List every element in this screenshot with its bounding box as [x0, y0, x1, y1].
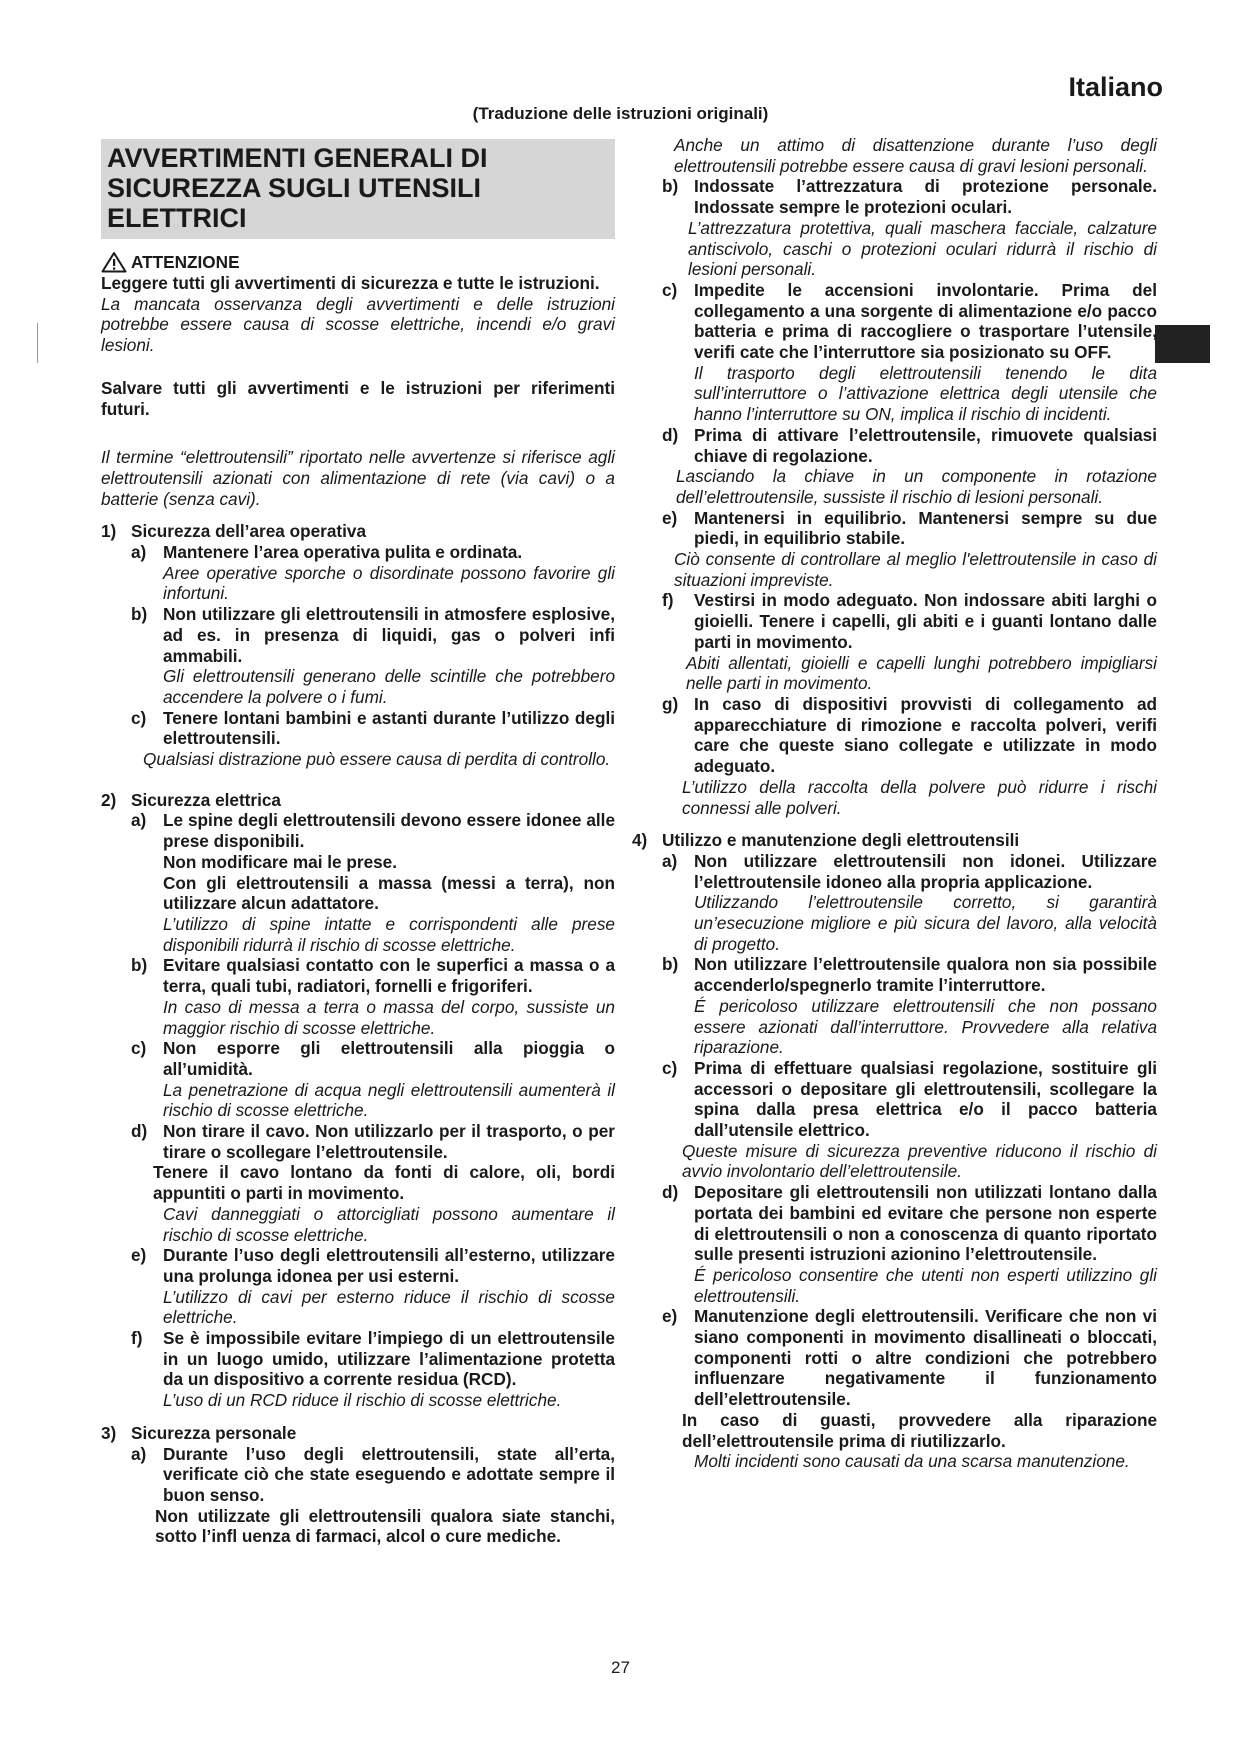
title-line-1: AVVERTIMENTI GENERALI DI	[107, 143, 488, 173]
margin-mark	[37, 323, 38, 363]
language-label: Italiano	[1068, 72, 1163, 102]
list-item: f) Vestirsi in modo adeguato. Non indossare abiti larghi o gioielli. Tenere i capelli, gli abiti e i guanti lontano dalle parti in movimento.	[662, 590, 1157, 652]
list-item: c) Impedite le accensioni involontarie. Prima del collegamento a una sorgente di alimentazione e/o pacco batteria e prima di raccogliere o trasportare l’utensile, verifi cate che l’interruttore sia posizionato su OFF. Il trasporto degli elettroutensili tenendo le dita sull’interruttore o l’attivazione elettrica degli utensile che hanno l’interruttore su ON, implica il rischio di incidenti.	[662, 279, 1157, 425]
left-column	[101, 139, 615, 1547]
term-definition-text: Il termine “elettroutensili” riportato nelle avvertenze si riferisce agli elettroutensili azionati con alimentazione di rete (via cavi) o a batterie (senza cavi).	[101, 447, 615, 509]
list-item: c) Tenere lontani bambini e astanti durante l’utilizzo degli elettroutensili.	[131, 707, 615, 749]
section-1-heading: 1) Sicurezza dell’area operativa	[101, 521, 367, 542]
section-2-heading: 2) Sicurezza elettrica	[101, 789, 281, 810]
section-title-box	[101, 139, 615, 239]
list-item-continuation: In caso di guasti, provvedere alla riparazione dell’elettroutensile prima di riutilizzarlo.	[682, 1409, 1157, 1451]
list-item: b) Evitare qualsiasi contatto con le superfici a massa o a terra, quali tubi, radiatori, fornelli e frigoriferi. In caso di messa a terra o massa del corpo, sussiste un maggior rischio di scosse elettriche.	[131, 955, 615, 1038]
list-item: d) Non tirare il cavo. Non utilizzarlo per il trasporto, o per tirare o scollegare l’elettroutensile.	[131, 1121, 615, 1162]
list-item-note: L’utilizzo della raccolta della polvere può ridurre i rischi connessi alle polveri.	[682, 776, 1157, 818]
list-item: a) Mantenere l’area operativa pulita e ordinata. Aree operative sporche o disordinate possono favorire gli infortuni.	[131, 542, 615, 604]
right-column	[632, 135, 1157, 1472]
list-item: b) Indossate l’attrezzatura di protezione personale. Indossate sempre le protezioni oculari.	[662, 176, 1157, 218]
list-item-note: Cavi danneggiati o attorcigliati possono aumentare il rischio di scosse elettriche.	[163, 1203, 615, 1245]
list-item-note: Molti incidenti sono causati da una scarsa manutenzione.	[694, 1451, 1130, 1472]
attention-heading	[101, 251, 615, 273]
attention-label: ATTENZIONE	[131, 251, 240, 272]
title-line-3: ELETTRICI	[107, 203, 247, 233]
list-item: c) Prima di effettuare qualsiasi regolazione, sostituire gli accessori o depositare gli elettroutensili, scollegare la spina dalla presa elettrica e/o il pacco batteria dall’utensile elettrico.	[662, 1057, 1157, 1141]
list-item-continuation: Tenere il cavo lontano da fonti di calore, oli, bordi appuntiti o parti in movimento.	[153, 1162, 615, 1204]
list-item: c) Non esporre gli elettroutensili alla pioggia o all’umidità. La penetrazione di acqua negli elettroutensili aumenterà il rischio di scosse elettriche.	[131, 1038, 615, 1121]
title-line-2: SICUREZZA SUGLI UTENSILI	[107, 173, 482, 203]
list-item: a) Non utilizzare elettroutensili non idonei. Utilizzare l’elettroutensile idoneo alla propria applicazione. Utilizzando l’elettroutensile corretto, si garantirà un’esecuzione migliore e più sicura del lavoro, alla velocità di progetto.	[662, 850, 1157, 954]
list-item: b) Non utilizzare gli elettroutensili in atmosfere esplosive, ad es. in presenza di liquidi, gas o polveri infi ammabili. Gli elettroutensili generano delle scintille che potrebbero accendere la polvere o i fumi.	[131, 604, 615, 707]
document-subtitle: (Traduzione delle istruzioni originali)	[472, 104, 769, 123]
list-item-continuation: Non utilizzate gli elettroutensili qualora siate stanchi, sotto l’infl uenza di farmaci, alcol o cure mediche.	[155, 1505, 615, 1547]
list-item: d) Prima di attivare l’elettroutensile, rimuovete qualsiasi chiave di regolazione.	[662, 424, 1157, 466]
list-item-note: Ciò consente di controllare al meglio l'elettroutensile in caso di situazioni impreviste.	[674, 549, 1157, 590]
list-item: a) Durante l’uso degli elettroutensili, state all’erta, verificate ciò che state eseguendo e adottate sempre il buon senso.	[131, 1443, 615, 1505]
list-item-note: Lasciando la chiave in un componente in rotazione dell’elettroutensile, sussiste il rischio di lesioni personali.	[676, 466, 1157, 507]
list-item: e) Mantenersi in equilibrio. Mantenersi sempre su due piedi, in equilibrio stabile.	[662, 507, 1157, 549]
list-item: d) Depositare gli elettroutensili non utilizzati lontano dalla portata dei bambini ed evitare che persone non esperte di elettroutensili o non a conoscenza di quanto riportato sulle presenti istruzioni azionino l’elettroutensile. É pericoloso consentire che utenti non esperti utilizzino gli elettroutensili.	[662, 1182, 1157, 1306]
section-4-heading: 4) Utilizzo e manutenzione degli elettroutensili	[632, 830, 1020, 851]
list-item: g) In caso di dispositivi provvisti di collegamento ad apparecchiature di rimozione e raccolta polveri, verifi care che queste siano collegate e utilizzate in modo adeguato.	[662, 693, 1157, 777]
list-item-note: Abiti allentati, gioielli e capelli lunghi potrebbero impigliarsi nelle parti in movimento.	[686, 652, 1157, 694]
list-item-note: Qualsiasi distrazione può essere causa di perdita di controllo.	[143, 749, 611, 770]
list-item: e) Durante l’uso degli elettroutensili all’esterno, utilizzare una prolunga idonea per usi esterni. L’utilizzo di cavi per esterno riduce il rischio di scosse elettriche.	[131, 1245, 615, 1328]
list-item: a) Le spine degli elettroutensili devono essere idonee alle prese disponibili. Non modificare mai le prese. Con gli elettroutensili a massa (messi a terra), non utilizzare alcun adattatore. L’utilizzo di spine intatte e corrispondenti alle prese disponibili ridurrà il rischio di scosse elettriche.	[131, 810, 615, 955]
list-item-note: Queste misure di sicurezza preventive riducono il rischio di avvio involontario dell’elettroutensile.	[682, 1140, 1157, 1182]
warning-triangle-icon	[101, 251, 127, 273]
language-thumb-tab	[1155, 325, 1210, 363]
page-number: 27	[611, 1658, 630, 1677]
save-instructions-text: Salvare tutti gli avvertimenti e le istruzioni per riferimenti futuri.	[101, 377, 615, 419]
section-3-heading: 3) Sicurezza personale	[101, 1422, 297, 1443]
list-item: b) Non utilizzare l’elettroutensile qualora non sia possibile accenderlo/spegnerlo tramite l’interruttore. É pericoloso utilizzare elettroutensili che non possano essere azionati dall’interruttore. Provvedere alla relativa riparazione.	[662, 954, 1157, 1058]
list-item: e) Manutenzione degli elettroutensili. Verificare che non vi siano componenti in movimento disallineati o bloccati, componenti rotti o altre condizioni che potrebbero influenzare negativamente il funzionamento dell’elettroutensile.	[662, 1306, 1157, 1410]
list-item-note: Anche un attimo di disattenzione durante l’uso degli elettroutensili potrebbe essere causa di gravi lesioni personali.	[674, 135, 1157, 176]
list-item-note: L’attrezzatura protettiva, quali maschera facciale, calzature antiscivolo, caschi o protezioni oculari ridurrà il rischio di lesioni personali.	[688, 217, 1157, 280]
attention-italic-text: La mancata osservanza degli avvertimenti e delle istruzioni potrebbe essere causa di scosse elettriche, incendi e/o gravi lesioni.	[101, 293, 615, 356]
list-item: f) Se è impossibile evitare l’impiego di un elettroutensile in un luogo umido, utilizzare l’alimentazione protetta da un dispositivo a corrente residua (RCD). L’uso di un RCD riduce il rischio di scosse elettriche.	[131, 1328, 615, 1411]
attention-bold-text: Leggere tutti gli avvertimenti di sicurezza e tutte le istruzioni.	[101, 273, 600, 293]
